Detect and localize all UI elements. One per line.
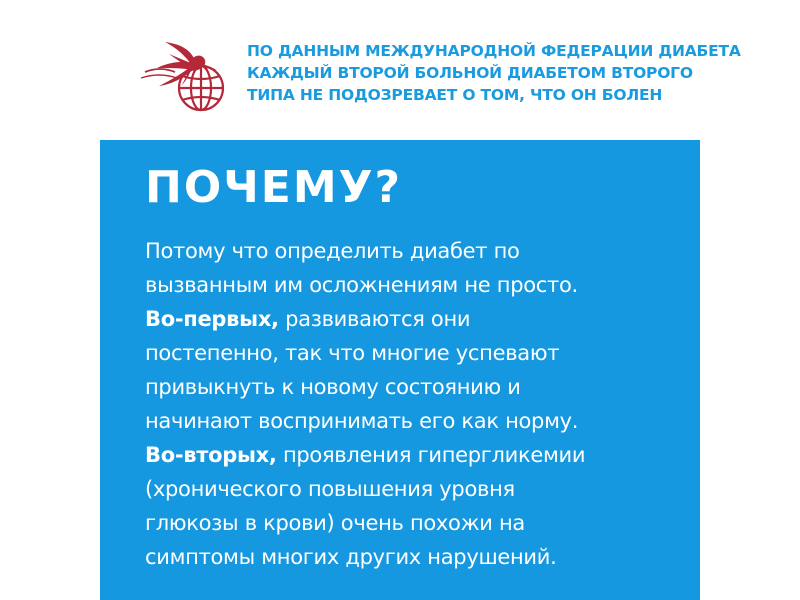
blue-panel: [100, 140, 700, 600]
body-line-2: вызванным им осложнениям не просто.: [145, 273, 578, 297]
body-line-8: (хронического повышения уровня: [145, 477, 515, 501]
body-line-9: глюкозы в крови) очень похожи на: [145, 511, 525, 535]
header-line-1: ПО ДАННЫМ МЕЖДУНАРОДНОЙ ФЕДЕРАЦИИ ДИАБЕТА: [247, 42, 741, 60]
body-line-10: симптомы многих других нарушений.: [145, 545, 557, 569]
body-line-3: [145, 302, 690, 336]
secondly-label: Во-вторых,: [145, 443, 277, 467]
body-line-6: начинают воспринимать его как норму.: [145, 409, 579, 433]
hummingbird-globe-logo-icon: [135, 38, 235, 118]
body-line-7-rest: проявления гипергликемии: [276, 443, 586, 467]
body-line-7: [145, 438, 690, 472]
body-line-3-rest: развиваются они: [278, 307, 471, 331]
body-line-4: постепенно, так что многие успевают: [145, 341, 560, 365]
header-line-2: КАЖДЫЙ ВТОРОЙ БОЛЬНОЙ ДИАБЕТОМ ВТОРОГО: [247, 64, 693, 82]
header: [135, 30, 741, 120]
panel-body: [145, 234, 690, 574]
header-statement: [247, 40, 741, 106]
panel-title: ПОЧЕМУ?: [145, 162, 403, 213]
header-line-3: ТИПА НЕ ПОДОЗРЕВАЕТ О ТОМ, ЧТО ОН БОЛЕН: [247, 86, 663, 104]
firstly-label: Во-первых,: [145, 307, 279, 331]
body-line-5: привыкнуть к новому состоянию и: [145, 375, 521, 399]
body-line-1: Потому что определить диабет по: [145, 239, 520, 263]
